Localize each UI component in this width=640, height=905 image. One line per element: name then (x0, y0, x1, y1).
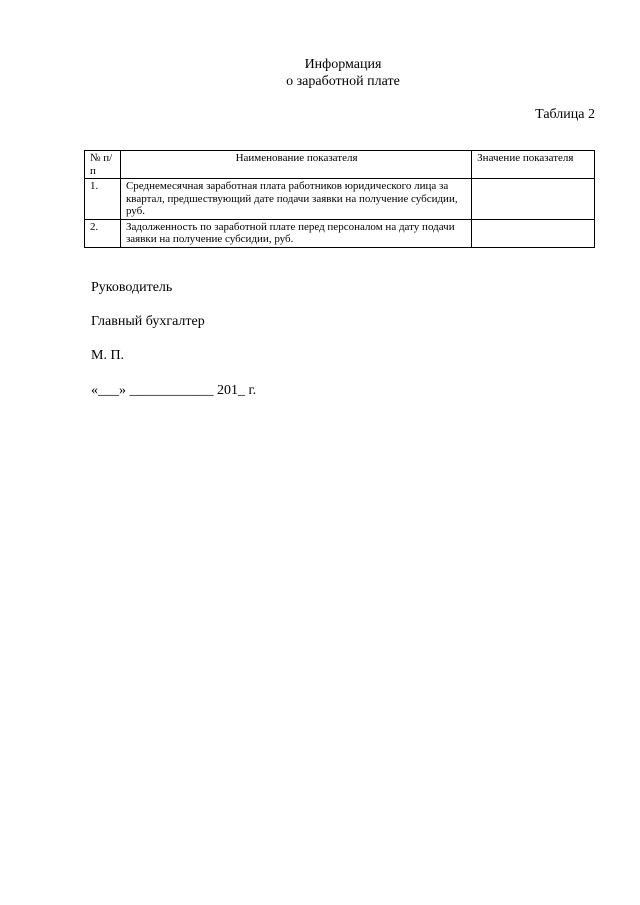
document-title-line1: Информация (304, 57, 382, 72)
indicator-table (84, 150, 595, 248)
table-header-row (85, 151, 595, 179)
document-title-line2: о заработной плате (286, 74, 400, 89)
table-row (85, 219, 595, 247)
row-value (472, 219, 595, 247)
row-name: Задолженность по заработной плате перед персоналом на дату подачи заявки на получение субсидии, руб. (120, 219, 471, 247)
table-row (85, 179, 595, 220)
seal-label: М. П. (91, 348, 125, 363)
row-value (472, 179, 595, 220)
signature-head: Руководитель (91, 280, 173, 295)
header-value: Значение показателя (472, 151, 595, 179)
header-number: № п/п (85, 151, 121, 179)
signature-accountant: Главный бухгалтер (91, 314, 205, 329)
header-name: Наименование показателя (120, 151, 471, 179)
row-name: Среднемесячная заработная плата работников юридического лица за квартал, предшествующий дате подачи заявки на получение субсидии, руб. (120, 179, 471, 220)
row-number: 2. (85, 219, 121, 247)
table-label: Таблица 2 (535, 107, 595, 122)
date-line: «___» ____________ 201_ г. (91, 383, 257, 398)
row-number: 1. (85, 179, 121, 220)
